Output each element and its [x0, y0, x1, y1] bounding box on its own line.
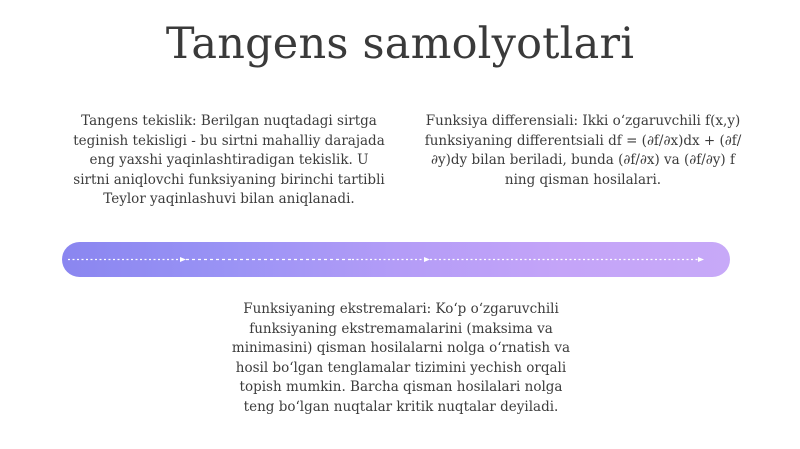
extremes-text: Funksiyaning ekstremalari: Koʻp oʻzgaruvchili funksiyaning ekstremamalarini (maksima va minimasini) qisman hosilalarni nolga oʻrnatish va hosil boʻlgan tenglamalar tizimini yechish orqali topish mumkin. Barcha qisman hosilalari nolga teng boʻlgan nuqtalar kritik nuqtalar deyiladi.	[231, 301, 571, 415]
tangent-plane-text: Tangens tekislik: Berilgan nuqtadagi sirtga teginish tekisligi - bu sirtni mahalliy darajada eng yaxshi yaqinlashtiradigan tekislik. U sirtni aniqlovchi funksiyaning birinchi tartibli Teylor yaqinlashuvi bilan aniqlanadi.	[73, 113, 385, 207]
timeline-arrowhead-1	[180, 257, 186, 262]
slide-title: Tangens samolyotlari	[165, 19, 635, 69]
timeline-arrowhead-3	[698, 257, 704, 262]
timeline-arrows	[62, 242, 730, 277]
differential-text: Funksiya differensiali: Ikki oʻzgaruvchili f(x,y) funksiyaning differentsiali df = (∂f/∂x)dx + (∂f/∂y)dy bilan beriladi, bunda (∂f/∂x) va (∂f/∂y) f ning qisman hosilalari.	[424, 113, 742, 188]
timeline-bar	[62, 242, 730, 277]
timeline-arrowhead-2	[424, 257, 430, 262]
